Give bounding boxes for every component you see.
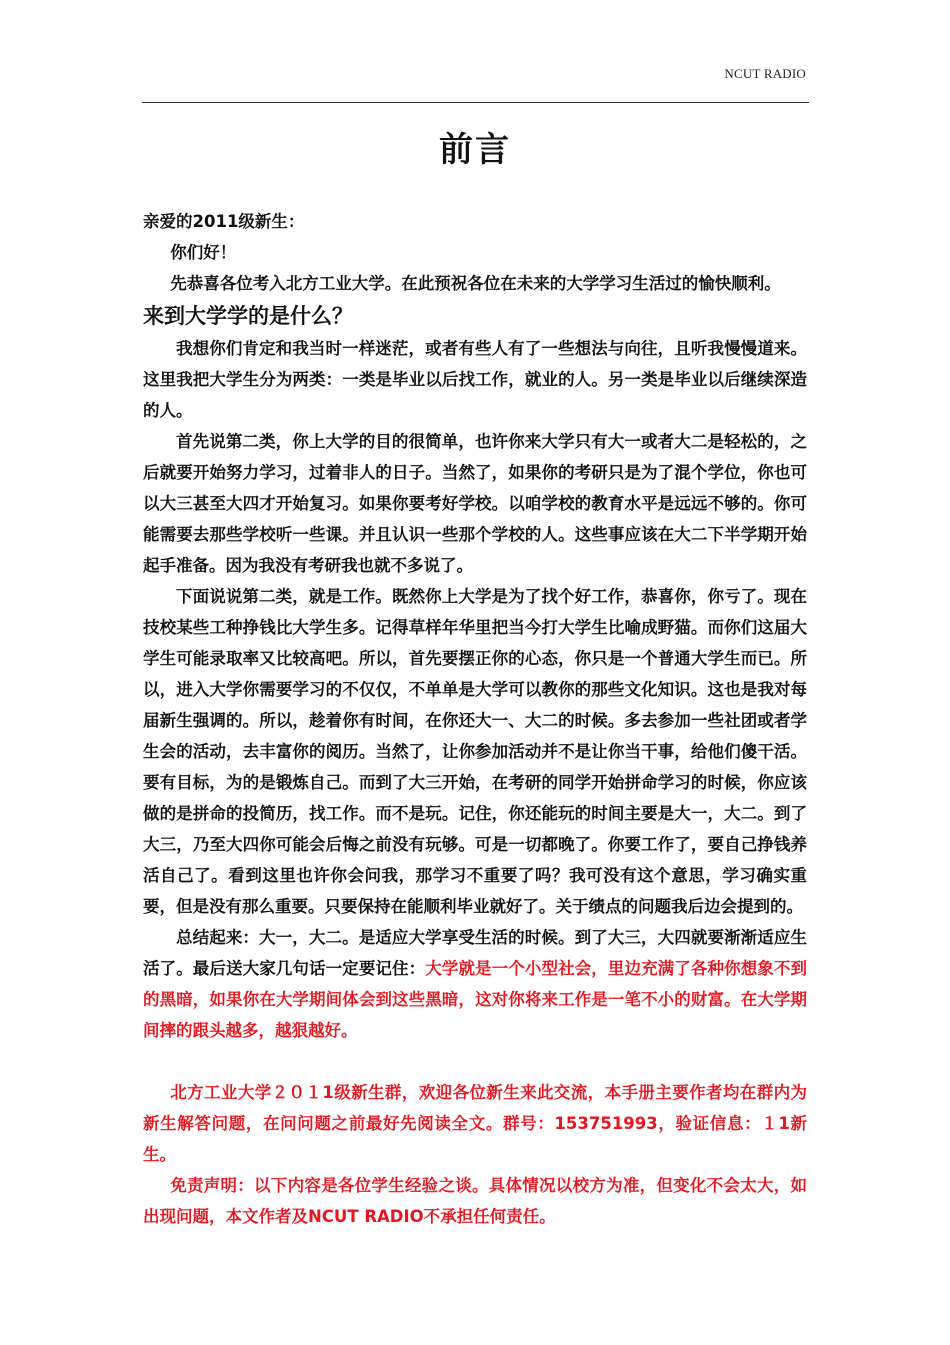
congrats-paragraph: 先恭喜各位考入北方工业大学。在此预祝各位在未来的大学学习生活过的愉快顺利。 (170, 274, 781, 293)
document-body (143, 206, 807, 1232)
paragraph-4-lead: 总结起来：大一，大二。是适应大学享受生活的时候。到了大三，大四就要渐渐适应生活了。最后送大家几句话一定要记住： (143, 928, 807, 978)
spacer (143, 1046, 807, 1077)
paragraph-1: 我想你们肯定和我当时一样迷茫，或者有些人有了一些想法与向往，且听我慢慢道来。这里我把大学生分为两类：一类是毕业以后找工作，就业的人。另一类是毕业以后继续深造的人。 (143, 339, 807, 420)
paragraph-4-highlight: 大学就是一个小型社会，里边充满了各种你想象不到的黑暗，如果你在大学期间体会到这些黑暗，这对你将来工作是一笔不小的财富。在大学期间摔的跟头越多，越狠越好。 (143, 959, 808, 1040)
paragraph-3: 下面说说第二类，就是工作。既然你上大学是为了找个好工作，恭喜你，你亏了。现在技校某些工种挣钱比大学生多。记得草样年华里把当今打大学生比喻成野猫。而你们这届大学生可能录取率又比较高吧。所以，首先要摆正你的心态，你只是一个普通大学生而已。所以，进入大学你需要学习的不仅仅，不单单是大学可以教你的那些文化知识。这也是我对每届新生强调的。所以，趁着你有时间，在你还大一、大二的时候。多去参加一些社团或者学生会的活动，去丰富你的阅历。当然了，让你参加活动并不是让你当干事，给他们傻干活。要有目标，为的是锻炼自己。而到了大三开始，在考研的同学开始拼命学习的时候，你应该做的是拼命的投简历，找工作。而不是玩。记住，你还能玩的时间主要是大一，大二。到了大三，乃至大四你可能会后悔之前没有玩够。可是一切都晚了。你要工作了，要自己挣钱养活自己了。看到这里也许你会问我，那学习不重要了吗？我可没有这个意思，学习确实重要，但是没有那么重要。只要保持在能顺利毕业就好了。关于绩点的问题我后边会提到的。 (143, 587, 807, 916)
section-heading: 来到大学学的是什么？ (143, 304, 353, 328)
greeting: 亲爱的2011级新生： (143, 212, 305, 231)
page-title: 前言 (439, 130, 511, 170)
paragraph-2: 首先说第二类，你上大学的目的很简单，也许你来大学只有大一或者大二是轻松的，之后就要开始努力学习，过着非人的日子。当然了，如果你的考研只是为了混个学位，你也可以大三甚至大四才开始复习。如果你要考好学校。以咱学校的教育水平是远远不够的。你可能需要去那些学校听一些课。并且认识一些那个学校的人。这些事应该在大二下半学期开始起手准备。因为我没有考研我也就不多说了。 (143, 432, 807, 575)
header-divider (142, 102, 809, 103)
group-notice: 北方工业大学２０１1级新生群，欢迎各位新生来此交流，本手册主要作者均在群内为新生解答问题，在问问题之前最好先阅读全文。群号：153751993，验证信息：１1新生。 (143, 1083, 807, 1164)
paragraph-4 (143, 922, 807, 1046)
header-label: NCUT RADIO (724, 66, 806, 81)
disclaimer: 免责声明：以下内容是各位学生经验之谈。具体情况以校方为准，但变化不会太大，如出现问题，本文作者及NCUT RADIO不承担任何责任。 (143, 1176, 807, 1226)
hello-line: 你们好！ (170, 243, 237, 262)
